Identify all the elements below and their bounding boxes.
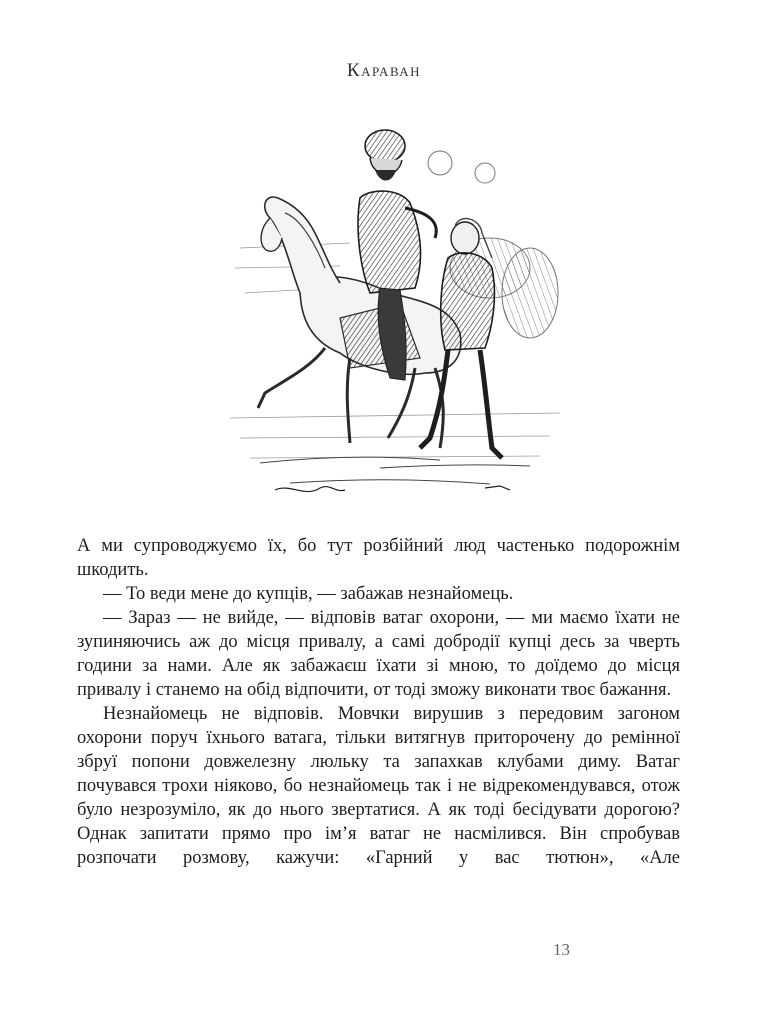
page-number: 13 [553, 940, 570, 959]
running-title: Караван [346, 60, 422, 81]
paragraph: А ми супроводжуємо їх, бо тут розбійний люд частенько подорожнім шкодить. [77, 536, 680, 580]
engraving-rider-on-horse-with-boy-icon [230, 118, 560, 518]
body-text [77, 534, 680, 870]
paragraph: — Зараз — не вийде, — відповів ватаг охорони, — ми маємо їхати не зупиняючись аж до місця привалу, а самі добродії купці десь за чверть години за нами. Але як забажаєш їхати зі мною, то доїдемо до місця привалу і станемо на обід відпочити, от тоді зможу виконати твоє бажання. [77, 608, 680, 700]
engraving-illustration [230, 118, 560, 518]
paragraph: — То веди мене до купців, — забажав незнайомець. [103, 584, 514, 604]
paragraph: Незнайомець не відповів. Мовчки вирушив з передовим загоном охорони поруч їхнього ватага, тільки витягнув приторочену до ремінної збруї попони довжелезну люльку та запахкав клубами диму. Ватаг почувався трохи ніяково, бо незнайомець так і не відрекомендувався, отож було незрозуміло, як до нього звертатися. А як тоді бесідувати дорогою? Однак запитати прямо про ім’я ватаг не насмілився. Він спробував розпочати розмову, кажучи: «Гарний у вас тютюн», «Але [77, 704, 680, 868]
